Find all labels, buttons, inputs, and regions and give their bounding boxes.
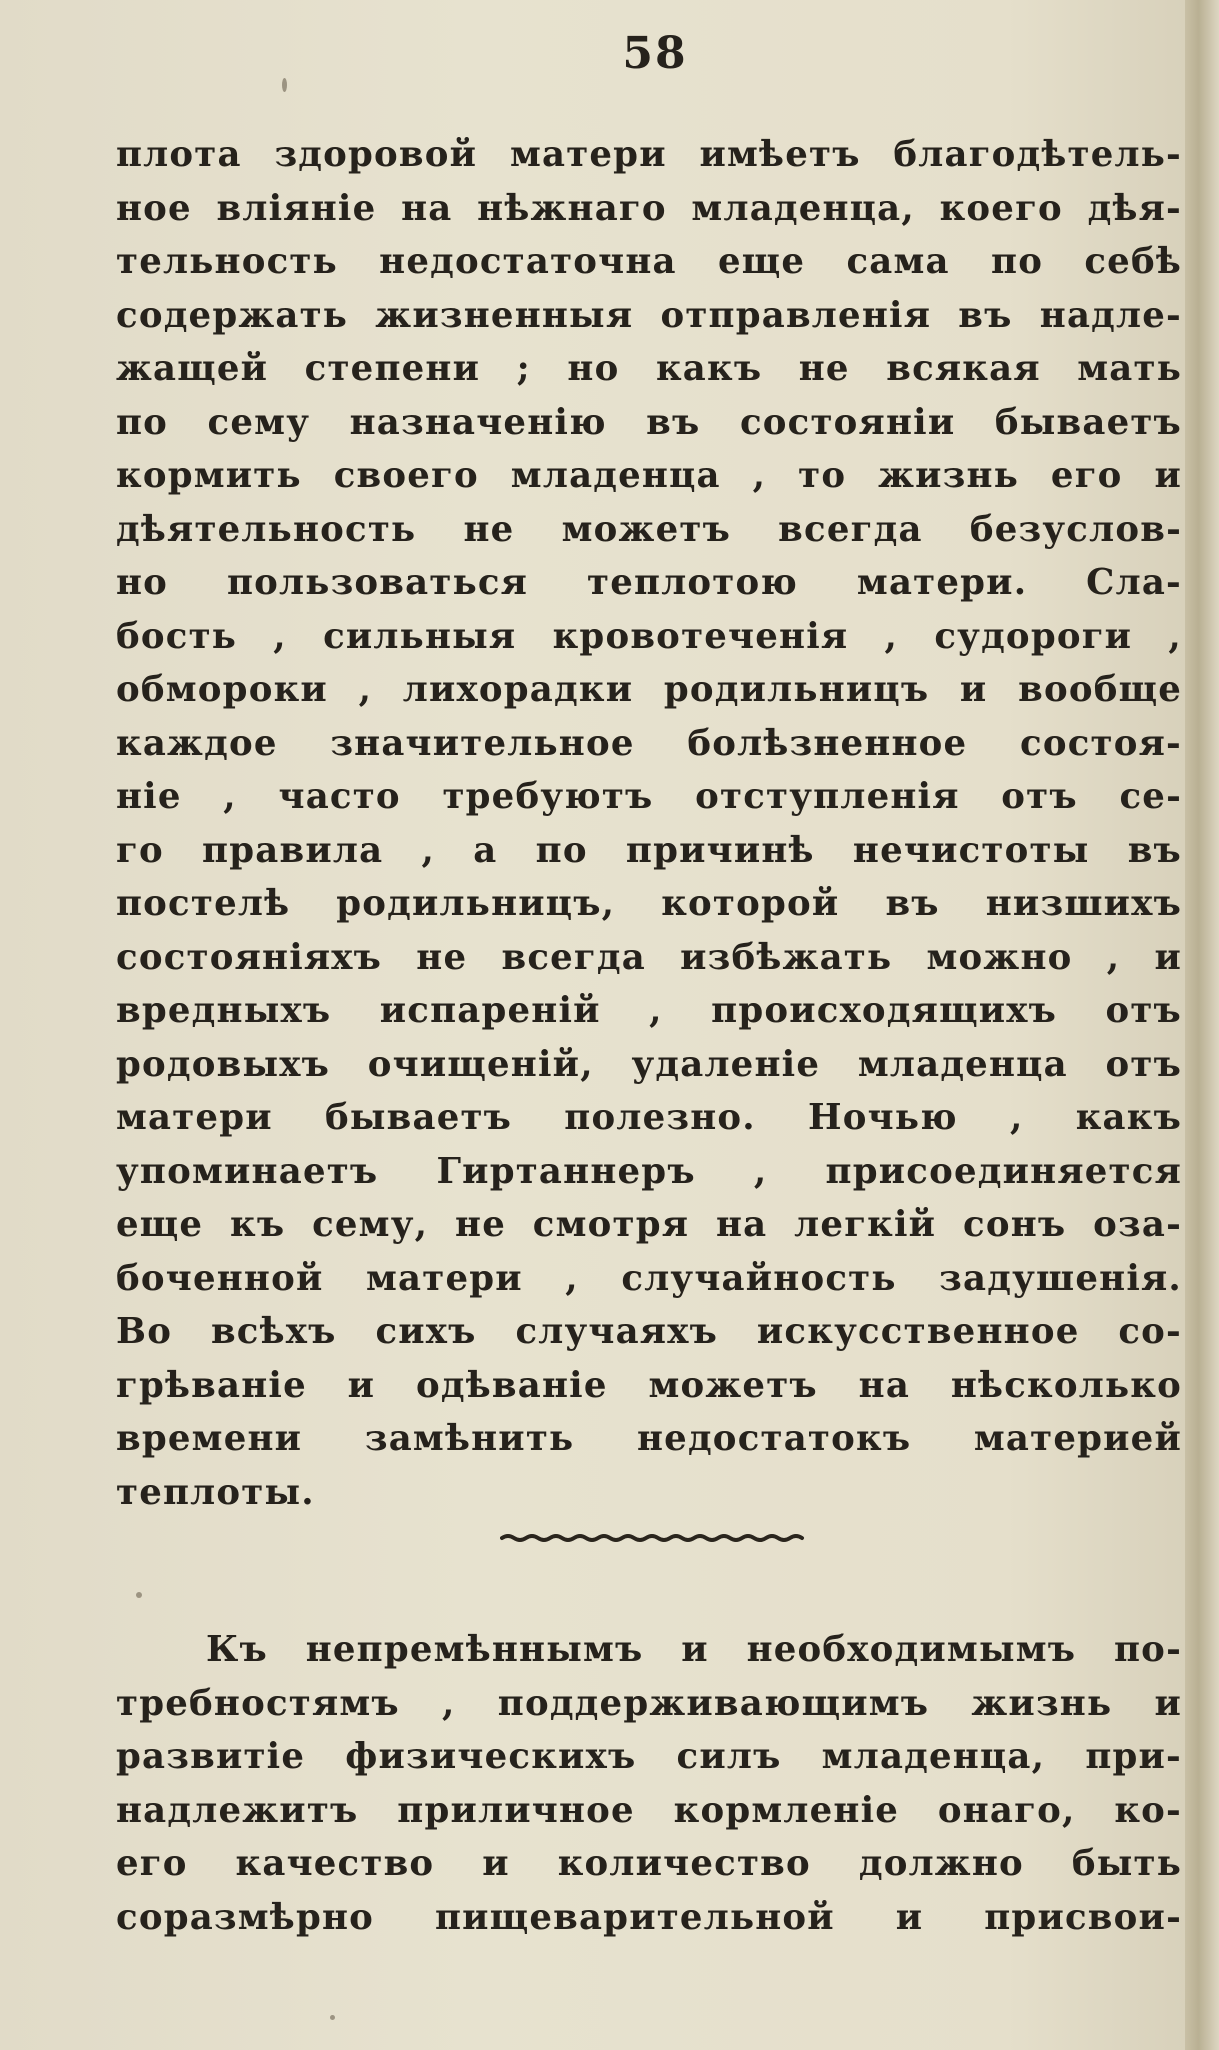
paper-speck xyxy=(330,2015,335,2020)
text-line: плота здоровой матери имѣетъ благодѣтель- xyxy=(116,134,1182,175)
text-line: грѣваніе и одѣваніе можетъ на нѣсколько xyxy=(116,1364,1182,1406)
text-line: бость , сильныя кровотеченія , судороги , xyxy=(116,615,1182,657)
text-line: теплоты. xyxy=(116,1471,315,1513)
text-line: еще къ сему, не смотря на легкій сонъ оза- xyxy=(116,1204,1182,1245)
text-line: по сему назначенію въ состояніи бываетъ xyxy=(116,401,1182,443)
text-line: развитіе физическихъ силъ младенца, при- xyxy=(116,1736,1182,1777)
text-line: но пользоваться теплотою матери. Сла- xyxy=(116,562,1182,603)
paragraph-2 xyxy=(116,1623,1182,1944)
text-line: упоминаетъ Гиртаннеръ , присоединяется xyxy=(116,1150,1182,1192)
text-line: соразмѣрно пищеварительной и присвои- xyxy=(116,1896,1182,1938)
text-line: кормить своего младенца , то жизнь его и xyxy=(116,455,1182,496)
page-number: 58 xyxy=(622,28,688,79)
text-line: содержать жизненныя отправленія въ надле- xyxy=(116,294,1182,336)
text-line: его качество и количество должно быть xyxy=(116,1843,1182,1884)
text-line: ніе , часто требуютъ отступленія отъ се- xyxy=(116,776,1182,817)
paper-speck xyxy=(282,78,287,92)
text-line: состояніяхъ не всегда избѣжать можно , и xyxy=(116,936,1182,978)
paragraph-1 xyxy=(116,128,1182,1519)
text-line: Во всѣхъ сихъ случаяхъ искусственное со- xyxy=(116,1311,1182,1352)
text-line: постелѣ родильницъ, которой въ низшихъ xyxy=(116,883,1182,924)
text-line: родовыхъ очищеній, удаленіе младенца отъ xyxy=(116,1043,1182,1085)
paper-speck xyxy=(136,1592,142,1598)
text-line: вредныхъ испареній , происходящихъ отъ xyxy=(116,990,1182,1031)
text-line: жащей степени ; но какъ не всякая мать xyxy=(116,348,1182,389)
text-line: тельность недостаточна еще сама по себѣ xyxy=(116,241,1182,282)
text-line: времени замѣнить недостатокъ материей xyxy=(116,1418,1182,1459)
text-line: каждое значительное болѣзненное состоя- xyxy=(116,722,1182,764)
text-line: ное вліяніе на нѣжнаго младенца, коего дѣя- xyxy=(116,187,1182,229)
text-line: надлежитъ приличное кормленіе онаго, ко- xyxy=(116,1789,1182,1831)
text-line: го правила , а по причинѣ нечистоты въ xyxy=(116,829,1182,871)
text-line: Къ непремѣннымъ и необходимымъ по- xyxy=(206,1629,1182,1670)
text-line: обмороки , лихорадки родильницъ и вообще xyxy=(116,669,1182,710)
text-line: матери бываетъ полезно. Ночью , какъ xyxy=(116,1097,1182,1138)
page-edge-shadow xyxy=(1185,0,1219,2050)
section-separator-ornament xyxy=(500,1530,810,1550)
text-line: боченной матери , случайность задушенія. xyxy=(116,1257,1182,1299)
text-line: дѣятельность не можетъ всегда безуслов- xyxy=(116,508,1182,550)
text-line: требностямъ , поддерживающимъ жизнь и xyxy=(116,1682,1182,1724)
